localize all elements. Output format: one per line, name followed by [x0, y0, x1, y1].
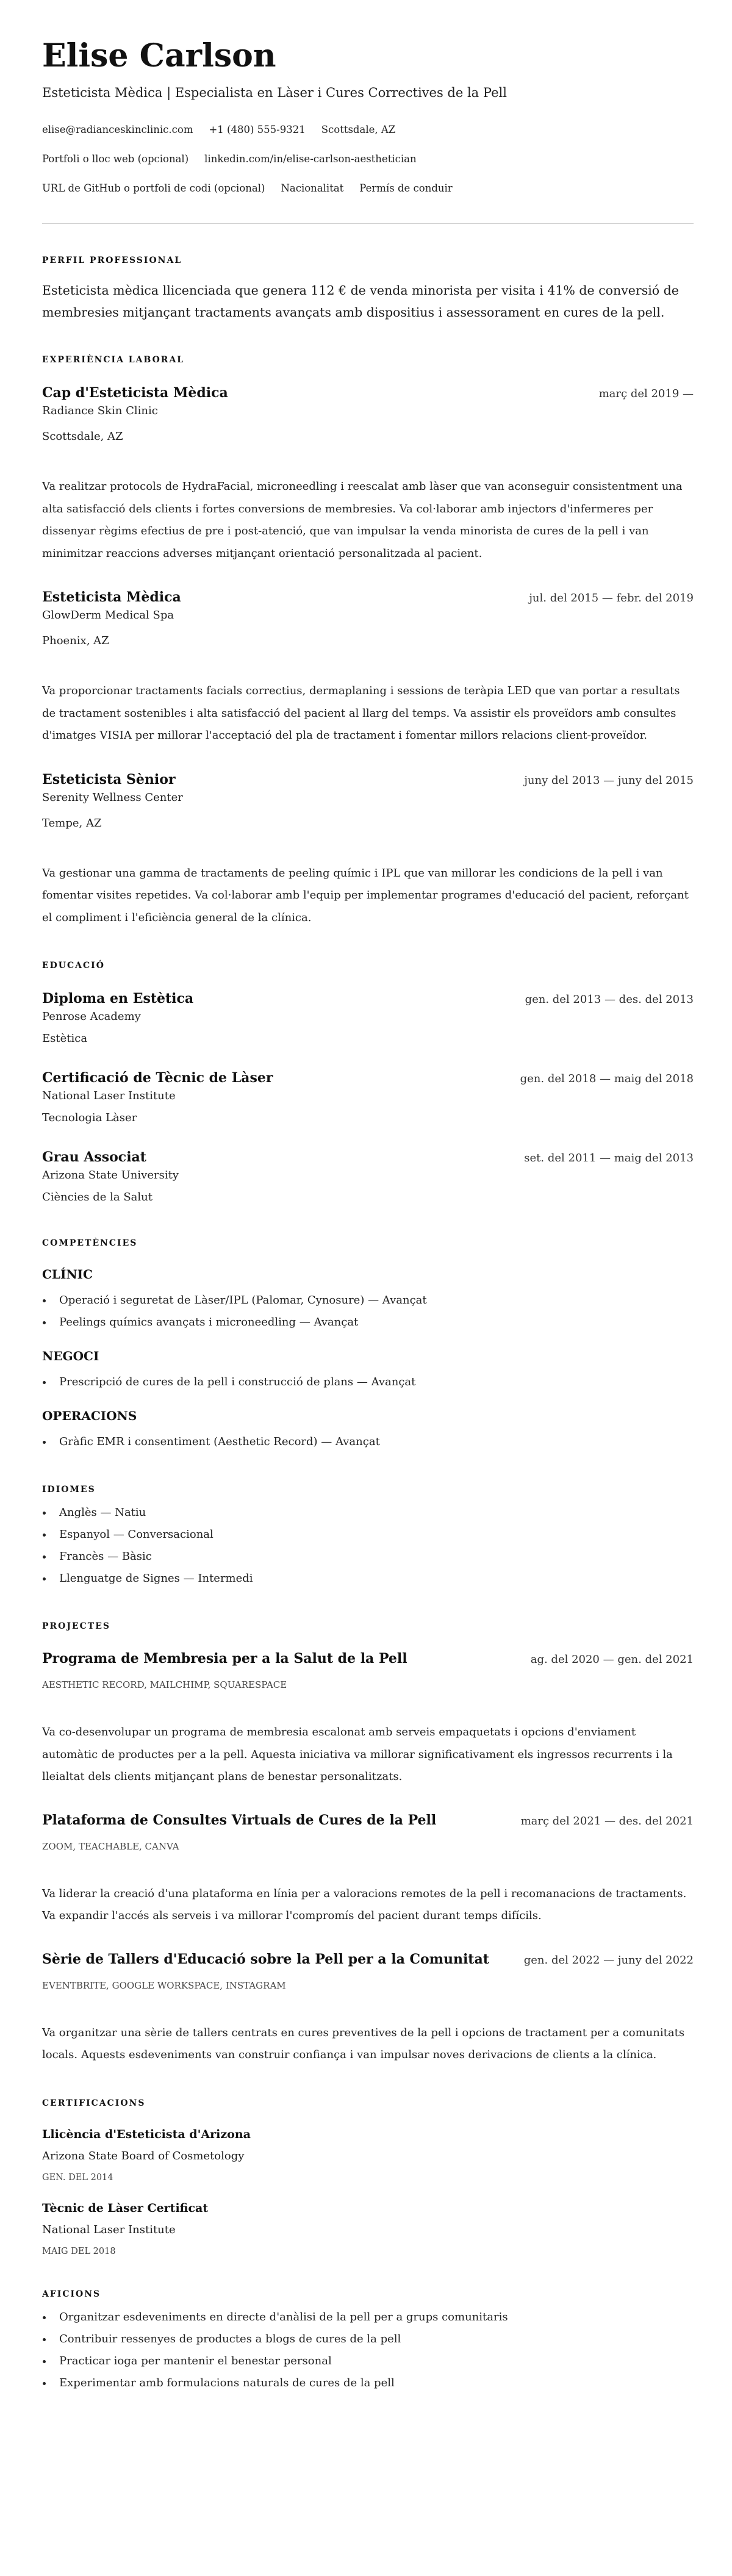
job-description: Va proporcionar tractaments facials correctius, dermaplaning i sessions de teràpia LED que van portar a resultats de tractament sostenibles i alta satisfacció del pacient al llarg del temps. Va assistir els proveïdors amb consultes d'imatges VISIA per millorar l'acceptació del pla de tractament i fomentar millors relacions client-proveïdor.: [42, 684, 680, 742]
header-divider: [42, 223, 694, 224]
project-title: Programa de Membresia per a la Salut de la Pell: [42, 1651, 407, 1667]
hobby-item: Contribuir ressenyes de productes a blogs de cures de la pell: [42, 2328, 694, 2350]
certification-date: GEN. DEL 2014: [42, 2172, 113, 2183]
project-description: Va co-desenvolupar un programa de membresia escalonat amb serveis empaquetats i opcions d'enviament automàtic de productes per a la pell. Aquesta iniciativa va millorar significativament els ingressos recurrents i la lleialtat dels clients mitjançant plans de benestar personalitzats.: [42, 1726, 673, 1783]
degree: Certificació de Tècnic de Làser: [42, 1070, 273, 1086]
education-dates: gen. del 2013 — des. del 2013: [525, 993, 694, 1006]
skill-item: Operació i seguretat de Làser/IPL (Palomar, Cynosure) — Avançat: [42, 1290, 694, 1311]
education-item: [42, 1069, 694, 1127]
project-dates: ag. del 2020 — gen. del 2021: [530, 1653, 694, 1666]
portfolio-link[interactable]: Portfoli o lloc web (opcional): [42, 153, 189, 165]
skill-group-title: OPERACIONS: [42, 1408, 137, 1423]
section-heading: PROJECTES: [42, 1621, 110, 1631]
section-heading: PERFIL PROFESSIONAL: [42, 256, 182, 265]
contact-line: [42, 115, 694, 145]
certification-name: Llicència d'Esteticista d'Arizona: [42, 2127, 251, 2141]
project-item: [42, 1809, 694, 1928]
job-title: Esteticista Mèdica: [42, 589, 181, 605]
job-dates: jul. del 2015 — febr. del 2019: [529, 592, 694, 605]
summary-section: [42, 254, 694, 323]
job-location: Scottsdale, AZ: [42, 430, 123, 443]
experience-section: [42, 354, 694, 929]
languages-section: [42, 1484, 694, 1590]
project-title: Sèrie de Tallers d'Educació sobre la Pell per a la Comunitat: [42, 1951, 489, 1967]
degree: Diploma en Estètica: [42, 991, 194, 1006]
certification-item: [42, 2199, 694, 2258]
project-item: [42, 1648, 694, 1788]
summary-text: Esteticista mèdica llicenciada que genera 112 € de venda minorista per visita i 41% de conversió de membresies mitjançant tractaments avançats amb dispositius i assessorament en cures de la pell.: [42, 283, 679, 320]
project-dates: març del 2021 — des. del 2021: [520, 1814, 694, 1828]
job-location: Tempe, AZ: [42, 816, 102, 830]
job-title: Esteticista Sènior: [42, 771, 176, 788]
field-of-study: Ciències de la Salut: [42, 1191, 152, 1204]
job-description: Va gestionar una gamma de tractaments de peeling químic i IPL que van millorar les condicions de la pell i van fomentar visites repetides. Va col·laborar amb l'equip per implementar programes d'educació del pacient, reforçant el compliment i l'eficiència general de la clínica.: [42, 866, 689, 924]
skill-group: [42, 1347, 694, 1393]
section-heading: EDUCACIÓ: [42, 961, 105, 970]
hobby-item: Experimentar amb formulacions naturals de cures de la pell: [42, 2372, 694, 2394]
job-title: Cap d'Esteticista Mèdica: [42, 385, 228, 401]
project-dates: gen. del 2022 — juny del 2022: [523, 1953, 694, 1967]
project-title: Plataforma de Consultes Virtuals de Cures de la Pell: [42, 1812, 437, 1828]
project-tech: EVENTBRITE, GOOGLE WORKSPACE, INSTAGRAM: [42, 1979, 286, 1991]
company: Serenity Wellness Center: [42, 791, 183, 804]
language-item: Anglès — Natiu: [42, 1502, 694, 1524]
projects-section: [42, 1620, 694, 2067]
education-section: [42, 960, 694, 1207]
github-link[interactable]: URL de GitHub o portfoli de codi (opcional): [42, 182, 265, 194]
language-item: Francès — Bàsic: [42, 1546, 694, 1568]
skill-item: Prescripció de cures de la pell i construcció de plans — Avançat: [42, 1371, 694, 1393]
skill-group-title: NEGOCI: [42, 1349, 99, 1363]
skill-group: [42, 1407, 694, 1453]
job-dates: març del 2019 —: [598, 387, 694, 400]
project-tech: ZOOM, TEACHABLE, CANVA: [42, 1840, 179, 1852]
section-heading: AFICIONS: [42, 2289, 101, 2299]
language-item: Espanyol — Conversacional: [42, 1524, 694, 1546]
certification-issuer: Arizona State Board of Cosmetology: [42, 2149, 245, 2162]
institution: Arizona State University: [42, 1169, 179, 1182]
experience-item: [42, 384, 694, 565]
company: GlowDerm Medical Spa: [42, 609, 174, 622]
candidate-title: Esteticista Mèdica | Especialista en Làser i Cures Correctives de la Pell: [42, 85, 507, 100]
location: Scottsdale, AZ: [321, 124, 396, 135]
skills-section: [42, 1237, 694, 1453]
driving-license: Permís de conduir: [359, 182, 453, 194]
institution: National Laser Institute: [42, 1089, 176, 1102]
section-heading: IDIOMES: [42, 1485, 96, 1494]
language-item: Llenguatge de Signes — Intermedi: [42, 1568, 694, 1590]
skill-group: [42, 1265, 694, 1333]
education-dates: set. del 2011 — maig del 2013: [524, 1152, 694, 1164]
contact-info: [42, 115, 694, 203]
job-description: Va realitzar protocols de HydraFacial, microneedling i reescalat amb làser que van aconseguir consistentment una alta satisfacció dels clients i fortes conversions de membresies. Va col·laborar amb injectors d'infermeres per dissenyar règims efectius de pre i post-atenció, que van impulsar la venda minorista de cures de la pell i van minimitzar reaccions adverses mitjançant orientació personalitzada al pacient.: [42, 480, 683, 560]
company: Radiance Skin Clinic: [42, 404, 158, 417]
linkedin-link[interactable]: linkedin.com/in/elise-carlson-aesthetician: [204, 153, 417, 165]
skill-group-title: CLÍNIC: [42, 1267, 93, 1282]
project-description: Va liderar la creació d'una plataforma en línia per a valoracions remotes de la pell i recomanacions de tractaments. Va expandir l'accés als serveis i va millorar l'compromís del pacient durant temps difícils.: [42, 1887, 687, 1922]
project-item: [42, 1948, 694, 2067]
certification-date: MAIG DEL 2018: [42, 2246, 116, 2256]
experience-item: [42, 588, 694, 747]
resume-header: [42, 38, 694, 203]
experience-item: [42, 770, 694, 930]
hobby-item: Practicar ioga per mantenir el benestar personal: [42, 2350, 694, 2372]
skill-item: Gràfic EMR i consentiment (Aesthetic Record) — Avançat: [42, 1431, 694, 1453]
education-item: [42, 1148, 694, 1207]
certification-name: Tècnic de Làser Certificat: [42, 2201, 209, 2215]
certifications-section: [42, 2097, 694, 2258]
job-dates: juny del 2013 — juny del 2015: [524, 773, 694, 787]
job-location: Phoenix, AZ: [42, 634, 109, 647]
project-tech: AESTHETIC RECORD, MAILCHIMP, SQUARESPACE: [42, 1679, 287, 1690]
candidate-name: Elise Carlson: [42, 37, 276, 74]
contact-line: [42, 174, 694, 203]
email-link[interactable]: elise@radianceskinclinic.com: [42, 124, 193, 135]
field-of-study: Estètica: [42, 1032, 88, 1045]
project-description: Va organitzar una sèrie de tallers centrats en cures preventives de la pell i opcions de tractament per a comunitats locals. Aquests esdeveniments van construir confiança i van impulsar noves derivacions de clients a la clínica.: [42, 2026, 685, 2061]
skill-item: Peelings químics avançats i microneedling — Avançat: [42, 1311, 694, 1333]
nationality: Nacionalitat: [281, 182, 344, 194]
hobby-item: Organitzar esdeveniments en directe d'anàlisi de la pell per a grups comunitaris: [42, 2306, 694, 2328]
education-dates: gen. del 2018 — maig del 2018: [520, 1072, 694, 1085]
field-of-study: Tecnologia Làser: [42, 1111, 137, 1124]
institution: Penrose Academy: [42, 1010, 141, 1023]
education-item: [42, 989, 694, 1048]
section-heading: EXPERIÈNCIA LABORAL: [42, 355, 185, 365]
degree: Grau Associat: [42, 1149, 146, 1165]
certification-item: [42, 2125, 694, 2184]
hobbies-section: [42, 2288, 694, 2394]
contact-line: [42, 145, 694, 174]
section-heading: CERTIFICACIONS: [42, 2098, 146, 2108]
certification-issuer: National Laser Institute: [42, 2223, 176, 2236]
section-heading: COMPETÈNCIES: [42, 1238, 138, 1248]
phone-number: +1 (480) 555-9321: [209, 124, 306, 135]
